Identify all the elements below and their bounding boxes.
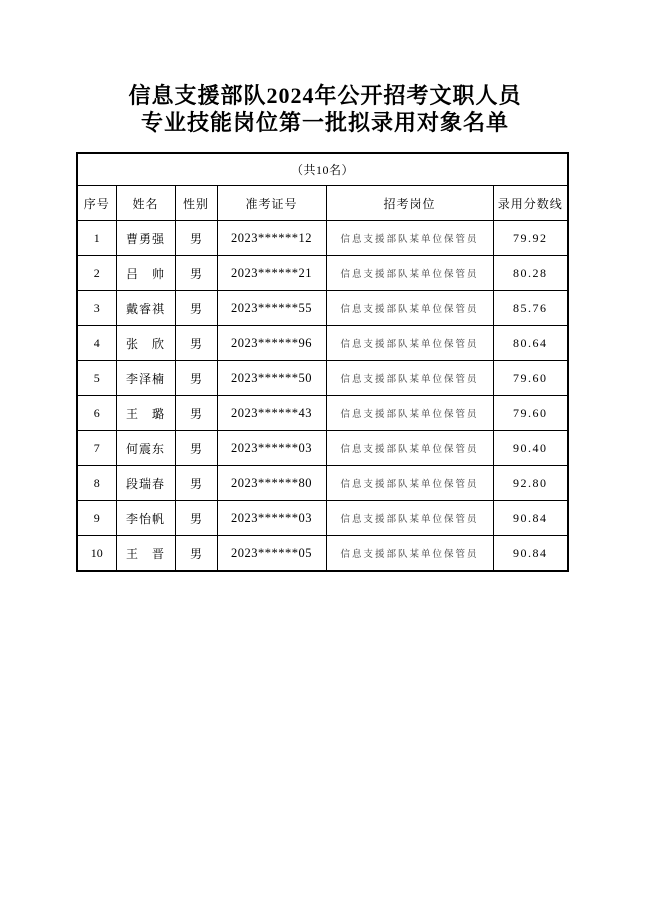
gender-cell: 男 bbox=[175, 536, 217, 572]
header-no: 序号 bbox=[77, 186, 116, 221]
row-number-cell: 3 bbox=[77, 291, 116, 326]
row-number-cell: 10 bbox=[77, 536, 116, 572]
ticket-cell: 2023******43 bbox=[217, 396, 326, 431]
row-number-cell: 4 bbox=[77, 326, 116, 361]
row-number-cell: 5 bbox=[77, 361, 116, 396]
header-position: 招考岗位 bbox=[326, 186, 493, 221]
ticket-cell: 2023******05 bbox=[217, 536, 326, 572]
score-cell: 79.60 bbox=[493, 396, 568, 431]
position-cell: 信息支援部队某单位保管员 bbox=[326, 256, 493, 291]
gender-cell: 男 bbox=[175, 256, 217, 291]
row-number-cell: 7 bbox=[77, 431, 116, 466]
ticket-cell: 2023******80 bbox=[217, 466, 326, 501]
score-cell: 85.76 bbox=[493, 291, 568, 326]
title-line-2: 专业技能岗位第一批拟录用对象名单 bbox=[140, 110, 509, 135]
header-name: 姓名 bbox=[116, 186, 175, 221]
score-cell: 90.40 bbox=[493, 431, 568, 466]
name-cell: 张 欣 bbox=[116, 326, 175, 361]
name-cell: 段瑞春 bbox=[116, 466, 175, 501]
name-cell: 吕 帅 bbox=[116, 256, 175, 291]
gender-cell: 男 bbox=[175, 396, 217, 431]
row-number-cell: 2 bbox=[77, 256, 116, 291]
score-cell: 80.64 bbox=[493, 326, 568, 361]
table-row bbox=[77, 466, 568, 501]
table-caption: （共10名） bbox=[77, 153, 568, 186]
name-cell: 曹勇强 bbox=[116, 221, 175, 256]
ticket-cell: 2023******03 bbox=[217, 431, 326, 466]
ticket-cell: 2023******21 bbox=[217, 256, 326, 291]
gender-cell: 男 bbox=[175, 221, 217, 256]
score-cell: 90.84 bbox=[493, 501, 568, 536]
name-cell: 王 晋 bbox=[116, 536, 175, 572]
table-row bbox=[77, 396, 568, 431]
ticket-cell: 2023******03 bbox=[217, 501, 326, 536]
position-cell: 信息支援部队某单位保管员 bbox=[326, 501, 493, 536]
table-caption-row bbox=[77, 153, 568, 186]
position-cell: 信息支援部队某单位保管员 bbox=[326, 326, 493, 361]
ticket-cell: 2023******50 bbox=[217, 361, 326, 396]
table-header-row bbox=[77, 186, 568, 221]
table-row bbox=[77, 326, 568, 361]
position-cell: 信息支援部队某单位保管员 bbox=[326, 361, 493, 396]
row-number-cell: 8 bbox=[77, 466, 116, 501]
row-number-cell: 1 bbox=[77, 221, 116, 256]
row-number-cell: 9 bbox=[77, 501, 116, 536]
gender-cell: 男 bbox=[175, 466, 217, 501]
name-cell: 戴睿祺 bbox=[116, 291, 175, 326]
table-row bbox=[77, 536, 568, 572]
table-row bbox=[77, 256, 568, 291]
candidates-table bbox=[76, 152, 569, 572]
name-cell: 王 璐 bbox=[116, 396, 175, 431]
ticket-cell: 2023******12 bbox=[217, 221, 326, 256]
score-cell: 80.28 bbox=[493, 256, 568, 291]
position-cell: 信息支援部队某单位保管员 bbox=[326, 291, 493, 326]
score-cell: 79.60 bbox=[493, 361, 568, 396]
ticket-cell: 2023******96 bbox=[217, 326, 326, 361]
name-cell: 何震东 bbox=[116, 431, 175, 466]
table-row bbox=[77, 431, 568, 466]
gender-cell: 男 bbox=[175, 326, 217, 361]
score-cell: 79.92 bbox=[493, 221, 568, 256]
row-number-cell: 6 bbox=[77, 396, 116, 431]
title-line-1: 信息支援部队2024年公开招考文职人员 bbox=[128, 83, 522, 108]
header-score: 录用分数线 bbox=[493, 186, 568, 221]
document-title bbox=[0, 0, 650, 136]
header-gender: 性别 bbox=[175, 186, 217, 221]
table-row bbox=[77, 221, 568, 256]
ticket-cell: 2023******55 bbox=[217, 291, 326, 326]
score-cell: 90.84 bbox=[493, 536, 568, 572]
table-row bbox=[77, 291, 568, 326]
position-cell: 信息支援部队某单位保管员 bbox=[326, 466, 493, 501]
gender-cell: 男 bbox=[175, 501, 217, 536]
gender-cell: 男 bbox=[175, 431, 217, 466]
table-row bbox=[77, 361, 568, 396]
header-ticket: 准考证号 bbox=[217, 186, 326, 221]
score-cell: 92.80 bbox=[493, 466, 568, 501]
gender-cell: 男 bbox=[175, 361, 217, 396]
name-cell: 李怡帆 bbox=[116, 501, 175, 536]
position-cell: 信息支援部队某单位保管员 bbox=[326, 536, 493, 572]
gender-cell: 男 bbox=[175, 291, 217, 326]
position-cell: 信息支援部队某单位保管员 bbox=[326, 396, 493, 431]
position-cell: 信息支援部队某单位保管员 bbox=[326, 431, 493, 466]
table-row bbox=[77, 501, 568, 536]
name-cell: 李泽楠 bbox=[116, 361, 175, 396]
position-cell: 信息支援部队某单位保管员 bbox=[326, 221, 493, 256]
